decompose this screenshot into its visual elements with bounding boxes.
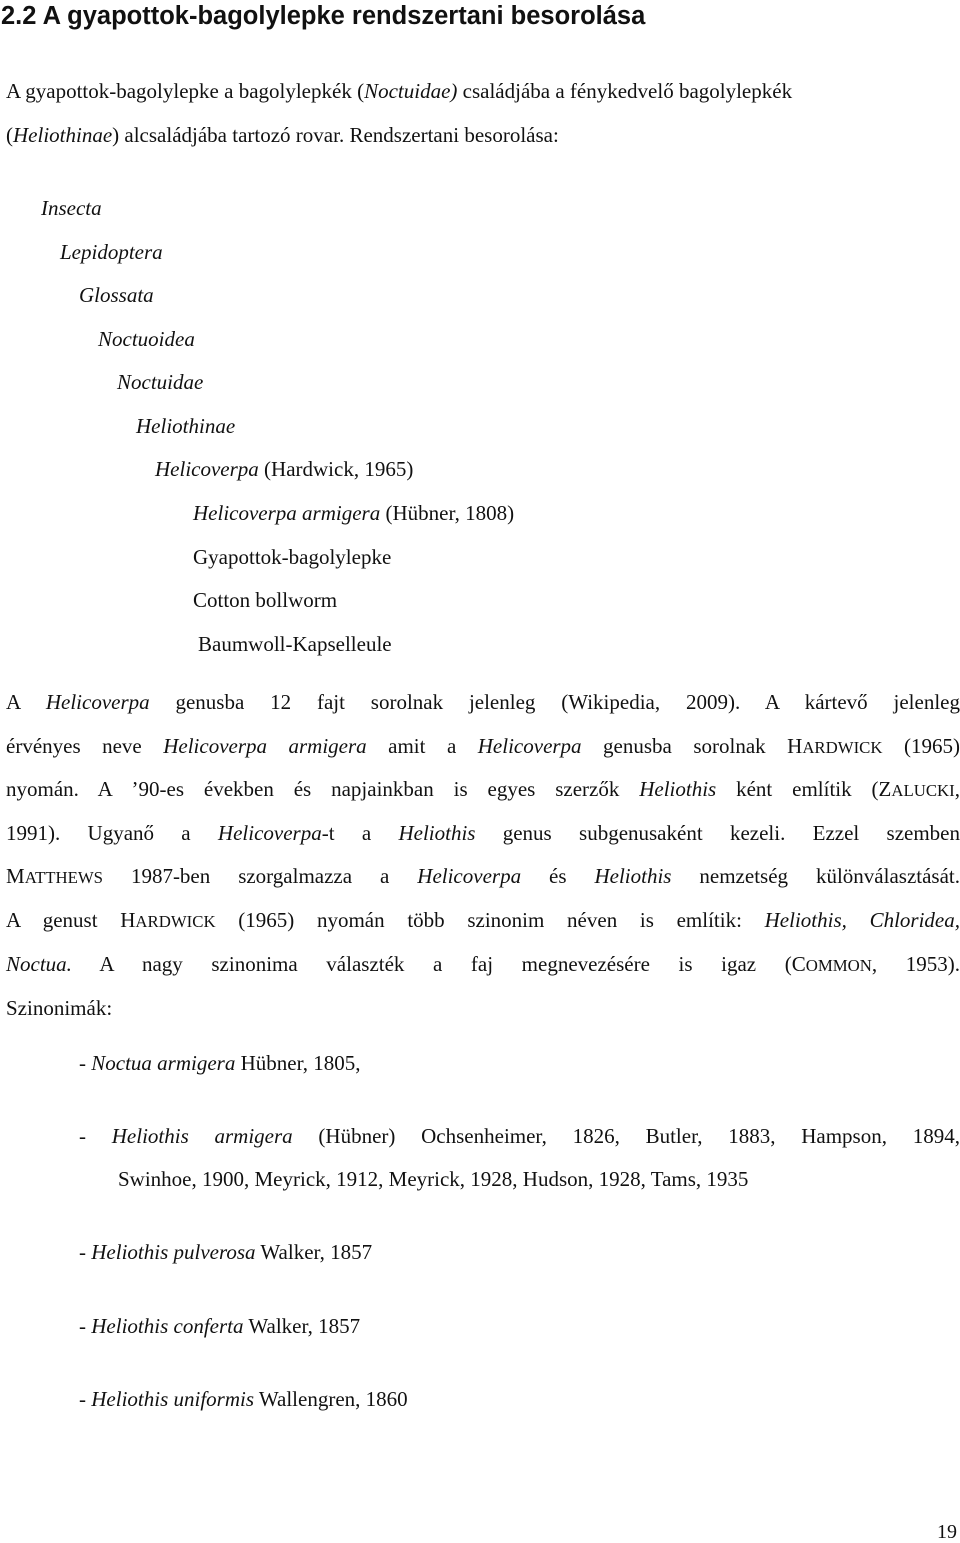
taxon-superfamily [98, 327, 195, 351]
synonym-author: Walker, 1857 [255, 1240, 373, 1264]
synonym-item [79, 1124, 960, 1148]
taxon-family-name: Noctuidae [117, 370, 204, 394]
body-text: 1987-ben szorgalmazza a [103, 864, 418, 888]
synonym-name: Heliothis conferta [91, 1314, 244, 1338]
synonym-name: Noctua armigera [91, 1051, 236, 1075]
body-text: A genust H [6, 908, 136, 932]
intro-subfamily-name: Heliothinae [13, 123, 113, 147]
body-taxon: Helicoverpa [45, 690, 150, 714]
taxon-order-name: Lepidoptera [60, 240, 163, 264]
body-text: nyomán. A ’90-es években és napjainkban is egyes szerzők [6, 777, 640, 801]
synonym-item [79, 1240, 372, 1264]
body-taxon: Helicoverpa armigera [163, 734, 367, 758]
body-taxon: Helicoverpa [477, 734, 582, 758]
page-number: 19 [937, 1521, 957, 1543]
taxon-species [193, 501, 514, 525]
synonym-item [79, 1387, 408, 1411]
intro-line-1 [6, 80, 956, 102]
body-taxon: Helicoverpa [217, 821, 322, 845]
body-taxon: Heliothis [639, 777, 717, 801]
body-text: , 1953). [871, 952, 960, 976]
body-taxon: Heliothis [594, 864, 672, 888]
body-taxon: Helicoverpa [417, 864, 522, 888]
synonym-name: Heliothis uniformis [91, 1387, 255, 1411]
section-heading: 2.2 A gyapottok-bagolylepke rendszertani besorolása [1, 2, 646, 30]
taxon-superfamily-name: Noctuoidea [98, 327, 195, 351]
taxon-suborder-name: Glossata [79, 283, 154, 307]
author-smallcaps: ALUCKI [891, 781, 955, 800]
body-line-4 [6, 821, 960, 845]
body-line-2 [6, 734, 960, 760]
intro-line-2 [6, 124, 956, 146]
taxon-class-name: Insecta [41, 196, 102, 220]
taxon-class [41, 196, 102, 220]
intro-text: A gyapottok-bagolylepke a bagolylepkék ( [6, 79, 365, 103]
body-text: -t a [321, 821, 399, 845]
synonym-dash: - [79, 1314, 92, 1338]
body-text: (1965) [882, 734, 960, 758]
synonym-dash: - [79, 1051, 92, 1075]
body-text: genusba 12 fajt sorolnak jelenleg (Wikipedia, 2009). A kártevő jelenleg [149, 690, 960, 714]
body-text: A [6, 690, 46, 714]
body-taxon: Heliothis [398, 821, 476, 845]
synonym-item [79, 1314, 360, 1338]
body-line-7 [6, 952, 960, 978]
body-taxon: Heliothis, Chloridea, [764, 908, 960, 932]
author-smallcaps: OMMON [805, 956, 872, 975]
synonym-name: Heliothis armigera [111, 1124, 293, 1148]
body-line-6 [6, 908, 960, 934]
taxon-subfamily [136, 414, 235, 438]
body-text: ként említik (Z [716, 777, 892, 801]
author-smallcaps: ATTHEWS [24, 868, 103, 887]
body-text: M [6, 864, 25, 888]
body-text: genusba sorolnak H [581, 734, 803, 758]
taxon-species-author: (Hübner, 1808) [380, 501, 515, 525]
body-line-1 [6, 690, 960, 714]
taxon-genus-author: (Hardwick, 1965) [258, 457, 414, 481]
taxon-genus-name: Helicoverpa [155, 457, 259, 481]
taxon-order [60, 240, 163, 264]
author-smallcaps: ARDWICK [802, 738, 883, 757]
intro-text: családjába a fénykedvelő bagolylepkék [457, 79, 793, 103]
common-name-en: Cotton bollworm [193, 588, 338, 612]
intro-text: ) alcsaládjába tartozó rovar. Rendszertani besorolása: [112, 123, 559, 147]
body-text: genus subgenusaként kezeli. Ezzel szemben [475, 821, 960, 845]
taxon-species-name: Helicoverpa armigera [193, 501, 381, 525]
body-text: amit a [366, 734, 478, 758]
body-taxon: Noctua. [6, 952, 72, 976]
body-line-3 [6, 777, 960, 803]
author-smallcaps: ARDWICK [135, 912, 216, 931]
synonym-author: Hübner, 1805, [235, 1051, 361, 1075]
body-text: , [954, 777, 960, 801]
synonym-dash: - [79, 1240, 92, 1264]
synonym-author: (Hübner) Ochsenheimer, 1826, Butler, 1883, Hampson, 1894, [292, 1124, 960, 1148]
taxon-subfamily-name: Heliothinae [136, 414, 236, 438]
body-text: és [521, 864, 595, 888]
body-text: (1965) nyomán több szinonim néven is említik: [215, 908, 765, 932]
intro-family-name: Noctuidae) [364, 79, 458, 103]
synonym-continuation: Swinhoe, 1900, Meyrick, 1912, Meyrick, 1928, Hudson, 1928, Tams, 1935 [118, 1167, 749, 1191]
intro-text: ( [6, 123, 13, 147]
common-name-de: Baumwoll-Kapselleule [198, 632, 392, 656]
synonym-dash: - [79, 1387, 92, 1411]
body-text: 1991). Ugyanő a [6, 821, 218, 845]
synonym-author: Walker, 1857 [243, 1314, 361, 1338]
synonym-author: Wallengren, 1860 [254, 1387, 408, 1411]
taxon-family [117, 370, 203, 394]
body-line-8: Szinonimák: [6, 996, 113, 1020]
synonym-name: Heliothis pulverosa [91, 1240, 256, 1264]
body-line-5 [6, 864, 960, 890]
common-name-hu: Gyapottok-bagolylepke [193, 545, 392, 569]
taxon-genus [155, 457, 413, 481]
body-text: A nagy szinonima választék a faj megnevezésére is igaz (C [71, 952, 806, 976]
synonym-dash: - [79, 1124, 112, 1148]
synonym-item [79, 1051, 360, 1075]
body-text: nemzetség különválasztását. [671, 864, 960, 888]
taxon-suborder [79, 283, 154, 307]
body-text: érvényes neve [6, 734, 164, 758]
